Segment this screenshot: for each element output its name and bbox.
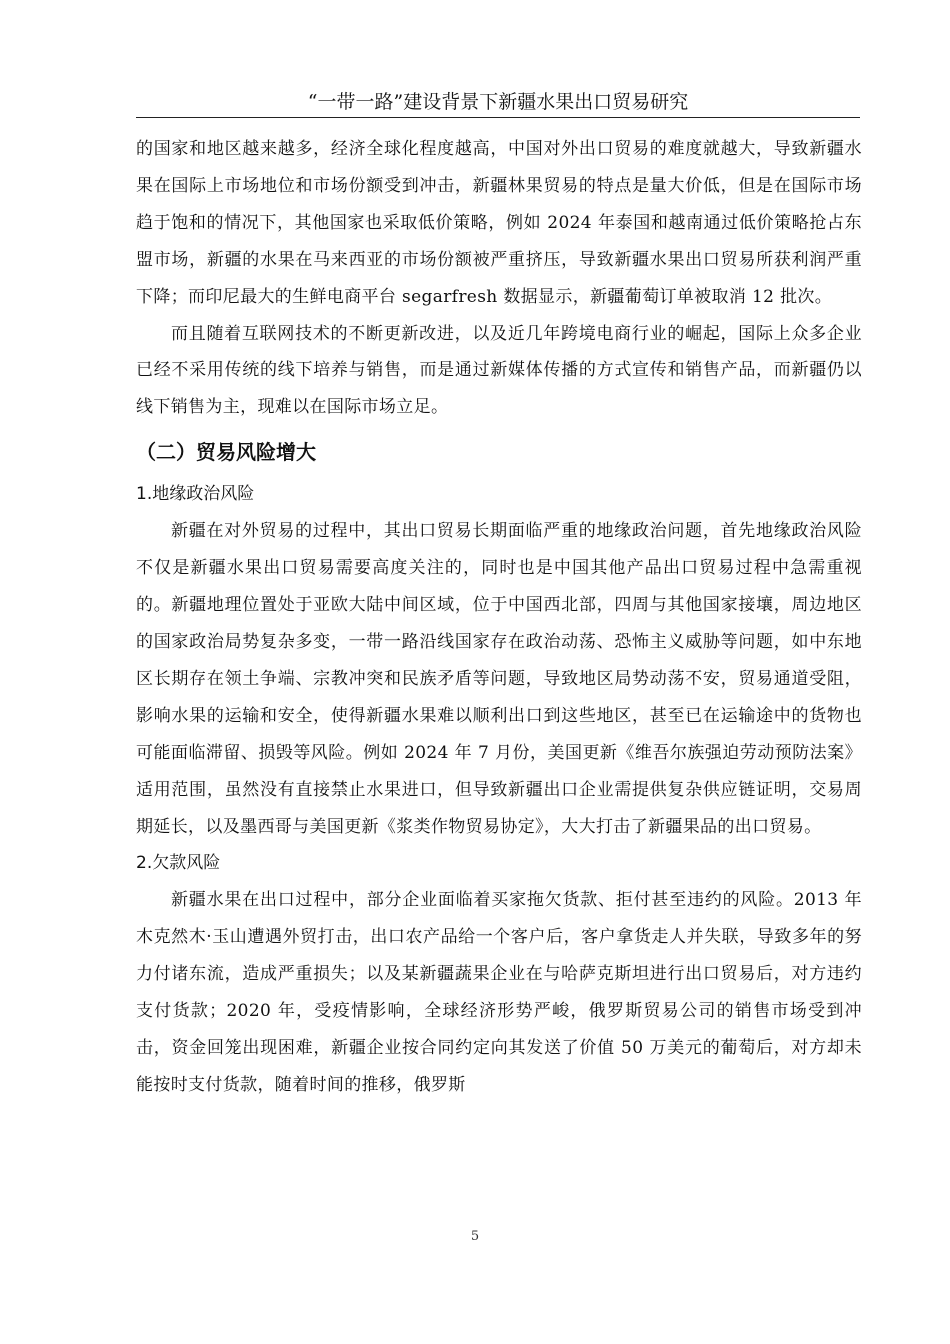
running-header: “一带一路”建设背景下新疆水果出口贸易研究 [307, 91, 689, 113]
section-heading-trade-risk: （二）贸易风险增大 [136, 440, 316, 465]
paragraph-continuation: 的国家和地区越来越多，经济全球化程度越高，中国对外出口贸易的难度就越大，导致新疆水果在国际上市场地位和市场份额受到冲击，新疆林果贸易的特点是量大价低，但是在国际市场趋于饱和的情况下，其他国家也采取低价策略，例如 2024 年泰国和越南通过低价策略抢占东盟市场，新疆的水果在马来西亚的市场份额被严重挤压，导致新疆水果出口贸易所获利润严重下降；而印尼最大的生鲜电商平台 segarfresh 数据显示，新疆葡萄订单被取消 12 批次。 [136, 139, 862, 307]
paragraph-payment-default-risk: 新疆水果在出口过程中，部分企业面临着买家拖欠货款、拒付甚至违约的风险。2013 年木克然木·玉山遭遇外贸打击，出口农产品给一个客户后，客户拿货走人并失联，导致多年的努力付诸东流，造成严重损失；以及某新疆蔬果企业在与哈萨克斯坦进行出口贸易后，对方违约支付货款；2020 年，受疫情影响，全球经济形势严峻，俄罗斯贸易公司的销售市场受到冲击，资金回笼出现困难，新疆企业按合同约定向其发送了价值 50 万美元的葡萄后，对方却未能按时支付货款，随着时间的推移，俄罗斯 [136, 890, 862, 1095]
paragraph-online-sales: 而且随着互联网技术的不断更新改进，以及近几年跨境电商行业的崛起，国际上众多企业已经不采用传统的线下培养与销售，而是通过新媒体传播的方式宣传和销售产品，而新疆仍以线下销售为主，现难以在国际市场立足。 [136, 323, 862, 418]
subheading-geopolitical-risk: 1.地缘政治风险 [136, 484, 255, 505]
header-divider [136, 117, 860, 118]
page-number: 5 [470, 1229, 480, 1244]
paragraph-geopolitical-risk: 新疆在对外贸易的过程中，其出口贸易长期面临严重的地缘政治问题，首先地缘政治风险不仅是新疆水果出口贸易需要高度关注的，同时也是中国其他产品出口贸易过程中急需重视的。新疆地理位置处于亚欧大陆中间区域，位于中国西北部，四周与其他国家接壤，周边地区的国家政治局势复杂多变，一带一路沿线国家存在政治动荡、恐怖主义威胁等问题，如中东地区长期存在领土争端、宗教冲突和民族矛盾等问题，导致地区局势动荡不安，贸易通道受阻，影响水果的运输和安全，使得新疆水果难以顺利出口到这些地区，甚至已在运输途中的货物也可能面临滞留、损毁等风险。例如 2024 年 7 月份，美国更新《维吾尔族强迫劳动预防法案》适用范围，虽然没有直接禁止水果进口，但导致新疆出口企业需提供复杂供应链证明，交易周期延长，以及墨西哥与美国更新《浆类作物贸易协定》，大大打击了新疆果品的出口贸易。 [136, 521, 862, 837]
subheading-payment-default-risk: 2.欠款风险 [136, 853, 221, 874]
page-body [136, 131, 862, 1104]
